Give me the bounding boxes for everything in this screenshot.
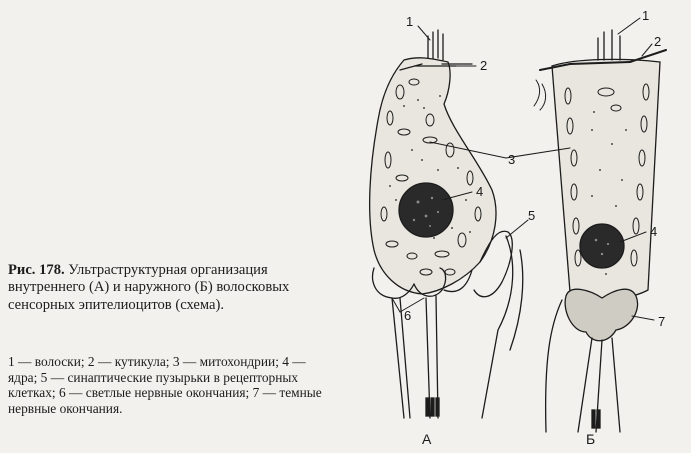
caption-text: Ультраструктурная организация внутреннего (А) и наружного (Б) волосковых сенсорных эпителиоцитов (схема).: [8, 262, 290, 313]
cell-illustration: [330, 0, 691, 448]
callout-1-b: 1: [642, 8, 650, 23]
hair-cell-diagram: [330, 0, 691, 448]
inner-hair-cell-a: [370, 30, 523, 418]
callout-3: 3: [508, 152, 516, 167]
panel-label-b: Б: [586, 431, 596, 447]
caption-label: Рис. 178.: [8, 262, 65, 278]
figure-legend: 1 — волоски; 2 — кутикула; 3 — митохондрии; 4 — ядра; 5 — синаптические пузырьки в рецепторных клетках; 6 — светлые нервные окончания; 7 — темные нервные окончания.: [8, 354, 322, 416]
panel-label-a: А: [422, 431, 432, 447]
callout-4-a: 4: [476, 184, 484, 199]
figure-caption: [8, 262, 338, 314]
callout-5: 5: [528, 208, 536, 223]
callout-6: 6: [404, 308, 412, 323]
callout-2-b: 2: [654, 34, 662, 49]
callout-2-a: 2: [480, 58, 488, 73]
callout-7: 7: [658, 314, 666, 329]
callout-1-a: 1: [406, 14, 414, 29]
outer-hair-cell-b: [534, 30, 666, 432]
callout-4-b: 4: [650, 224, 658, 239]
